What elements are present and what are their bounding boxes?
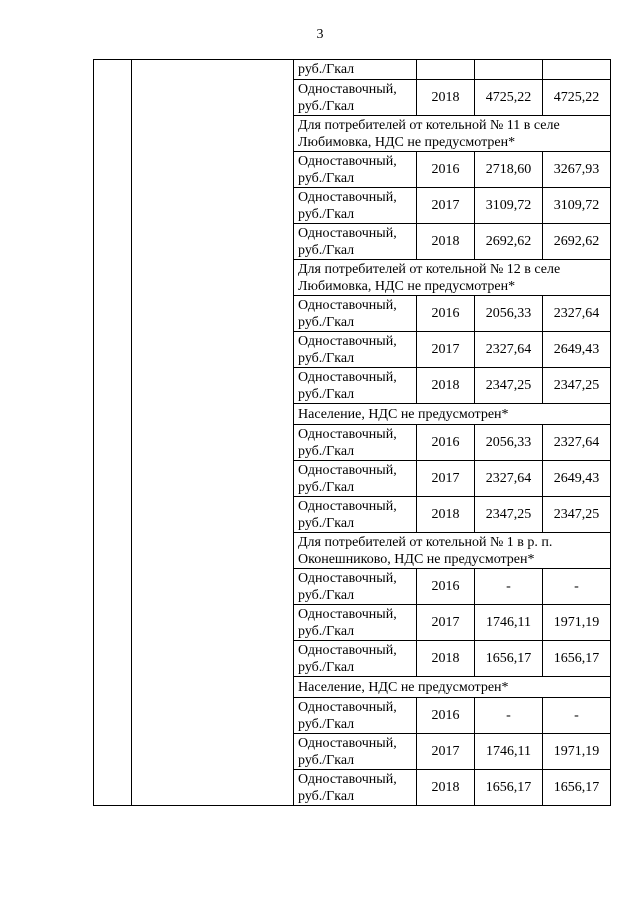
value-cell-2: 2327,64 xyxy=(543,296,611,332)
year-cell: 2016 xyxy=(417,569,475,605)
tariff-name-cell: Одноставочный, руб./Гкал xyxy=(294,734,417,770)
value-cell-1: 2327,64 xyxy=(475,332,543,368)
tariff-name-cell: Одноставочный, руб./Гкал xyxy=(294,296,417,332)
value-cell-1: 4725,22 xyxy=(475,80,543,116)
value-cell-1: 2056,33 xyxy=(475,425,543,461)
year-cell: 2017 xyxy=(417,734,475,770)
merged-blank-column-1 xyxy=(94,60,132,806)
value-cell-1: 2347,25 xyxy=(475,368,543,404)
value-cell-1: 1746,11 xyxy=(475,734,543,770)
group-header-cell: Для потребителей от котельной № 11 в селе Любимовка, НДС не предусмотрен* xyxy=(294,116,611,152)
value-cell-2: 3109,72 xyxy=(543,188,611,224)
group-header-cell: Население, НДС не предусмотрен* xyxy=(294,677,611,698)
tariff-name-cell: Одноставочный, руб./Гкал xyxy=(294,332,417,368)
year-cell: 2017 xyxy=(417,605,475,641)
value-cell-1: - xyxy=(475,698,543,734)
value-cell-2: 1971,19 xyxy=(543,734,611,770)
merged-blank-column-2 xyxy=(132,60,294,806)
table-row xyxy=(94,60,611,80)
value-cell-1: 1746,11 xyxy=(475,605,543,641)
year-cell: 2016 xyxy=(417,152,475,188)
tariff-name-cell: Одноставочный, руб./Гкал xyxy=(294,641,417,677)
year-cell: 2016 xyxy=(417,296,475,332)
value-cell-2: - xyxy=(543,569,611,605)
tariff-name-cell: Одноставочный, руб./Гкал xyxy=(294,698,417,734)
value-cell-2: 2347,25 xyxy=(543,497,611,533)
value-cell-2: 2327,64 xyxy=(543,425,611,461)
year-cell: 2018 xyxy=(417,641,475,677)
tariff-name-cell: Одноставочный, руб./Гкал xyxy=(294,497,417,533)
year-cell: 2018 xyxy=(417,497,475,533)
value-cell-2: 2692,62 xyxy=(543,224,611,260)
value-cell-2: - xyxy=(543,698,611,734)
value-cell-1: 2056,33 xyxy=(475,296,543,332)
year-cell xyxy=(417,60,475,80)
tariff-name-cell: Одноставочный, руб./Гкал xyxy=(294,152,417,188)
value-cell-1: 1656,17 xyxy=(475,641,543,677)
value-cell-1: 2327,64 xyxy=(475,461,543,497)
year-cell: 2017 xyxy=(417,461,475,497)
value-cell-2: 1656,17 xyxy=(543,770,611,806)
value-cell-2: 3267,93 xyxy=(543,152,611,188)
value-cell-1: - xyxy=(475,569,543,605)
tariff-name-cell: Одноставочный, руб./Гкал xyxy=(294,770,417,806)
tariff-name-cell: Одноставочный, руб./Гкал xyxy=(294,425,417,461)
value-cell-1: 3109,72 xyxy=(475,188,543,224)
tariff-name-cell: Одноставочный, руб./Гкал xyxy=(294,605,417,641)
value-cell-1: 2347,25 xyxy=(475,497,543,533)
tariff-table-body xyxy=(94,60,611,806)
tariff-name-cell: Одноставочный, руб./Гкал xyxy=(294,368,417,404)
year-cell: 2017 xyxy=(417,188,475,224)
page-number: 3 xyxy=(316,27,324,42)
group-header-cell: Для потребителей от котельной № 12 в селе Любимовка, НДС не предусмотрен* xyxy=(294,260,611,296)
tariff-name-cell: Одноставочный, руб./Гкал xyxy=(294,569,417,605)
year-cell: 2018 xyxy=(417,368,475,404)
value-cell-2: 2649,43 xyxy=(543,332,611,368)
value-cell-2: 4725,22 xyxy=(543,80,611,116)
tariff-name-cell: Одноставочный, руб./Гкал xyxy=(294,461,417,497)
year-cell: 2018 xyxy=(417,80,475,116)
year-cell: 2016 xyxy=(417,698,475,734)
value-cell-2: 2649,43 xyxy=(543,461,611,497)
tariff-name-cell: Одноставочный, руб./Гкал xyxy=(294,188,417,224)
year-cell: 2018 xyxy=(417,770,475,806)
tariff-name-cell: Одноставочный, руб./Гкал xyxy=(294,80,417,116)
value-cell-2: 1656,17 xyxy=(543,641,611,677)
tariff-name-cell: Одноставочный, руб./Гкал xyxy=(294,224,417,260)
unit-cell: руб./Гкал xyxy=(294,60,417,80)
year-cell: 2017 xyxy=(417,332,475,368)
value-cell-1 xyxy=(475,60,543,80)
group-header-cell: Население, НДС не предусмотрен* xyxy=(294,404,611,425)
tariff-table xyxy=(93,59,611,806)
year-cell: 2016 xyxy=(417,425,475,461)
group-header-cell: Для потребителей от котельной № 1 в р. п. Оконешниково, НДС не предусмотрен* xyxy=(294,533,611,569)
value-cell-1: 2718,60 xyxy=(475,152,543,188)
value-cell-2: 1971,19 xyxy=(543,605,611,641)
value-cell-1: 1656,17 xyxy=(475,770,543,806)
value-cell-2: 2347,25 xyxy=(543,368,611,404)
year-cell: 2018 xyxy=(417,224,475,260)
value-cell-2 xyxy=(543,60,611,80)
value-cell-1: 2692,62 xyxy=(475,224,543,260)
